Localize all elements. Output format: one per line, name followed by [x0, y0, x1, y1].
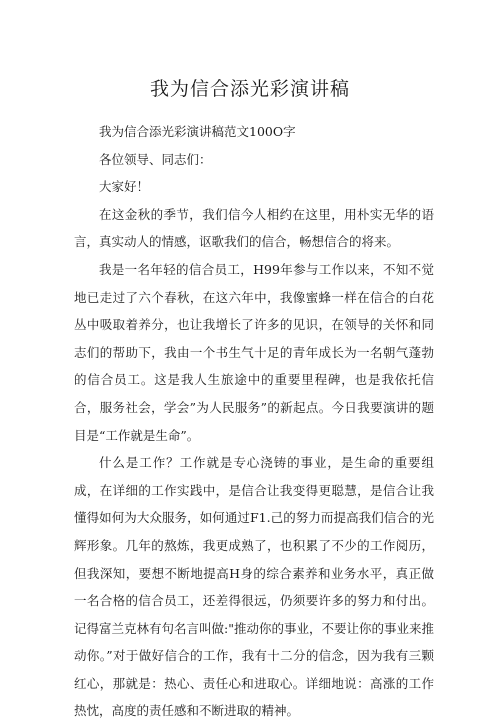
document-body: [74, 118, 434, 725]
document-title: 我为信合添光彩演讲稿: [149, 78, 350, 100]
paragraph-subtitle: 我为信合添光彩演讲稿范文100O字: [99, 124, 296, 139]
paragraph-self-intro: 我是一名年轻的信合员工，H99年参与工作以来，不知不觉地已走过了六个春秋，在这六年中，我像蜜蜂一样在信合的白花丛中吸取着养分，也让我增长了许多的见识，在领导的关怀和同志们的帮助下，我由一个书生气十足的青年成长为一名朝气蓬勃的信合员工。这是我人生旅途中的重要里程碑，也是我依托信合，服务社会，学会”为人民服务”的新起点。今日我要演讲的题目是“工作就是生命”。: [74, 261, 434, 443]
paragraph-salutation: 各位领导、同志们：: [99, 151, 212, 167]
paragraph-opening: 在这金秋的季节，我们信今人相约在这里，用朴实无华的语言，真实动人的情感，讴歌我们的信合，畅想信合的将来。: [74, 206, 434, 250]
paragraph-greeting: 大家好！: [99, 179, 150, 195]
paragraph-what-is-work: 什么是工作？工作就是专心浇铸的事业，是生命的重要组成，在详细的工作实践中，是信合让我变得更聪慧，是信合让我懂得如何为大众服务，如何通过F1.己的努力而提高我们信合的光辉形象。几年的熬炼，我更成熟了，也积累了不少的工作阅历，但我深知，要想不断地提高H身的综合素养和业务水平，真正做一名合格的信合员工，还差得很远，仍须要许多的努力和付出。记得富兰克林有句名言叫做:"推动你的事业，不要让你的事业来推动你。”对于做好信合的工作，我有十二分的信念，因为我有三颗红心，那就是：热心、责任心和进取心。详细地说：高涨的工作热忱，高度的责任感和不断进取的精神。: [74, 455, 434, 719]
